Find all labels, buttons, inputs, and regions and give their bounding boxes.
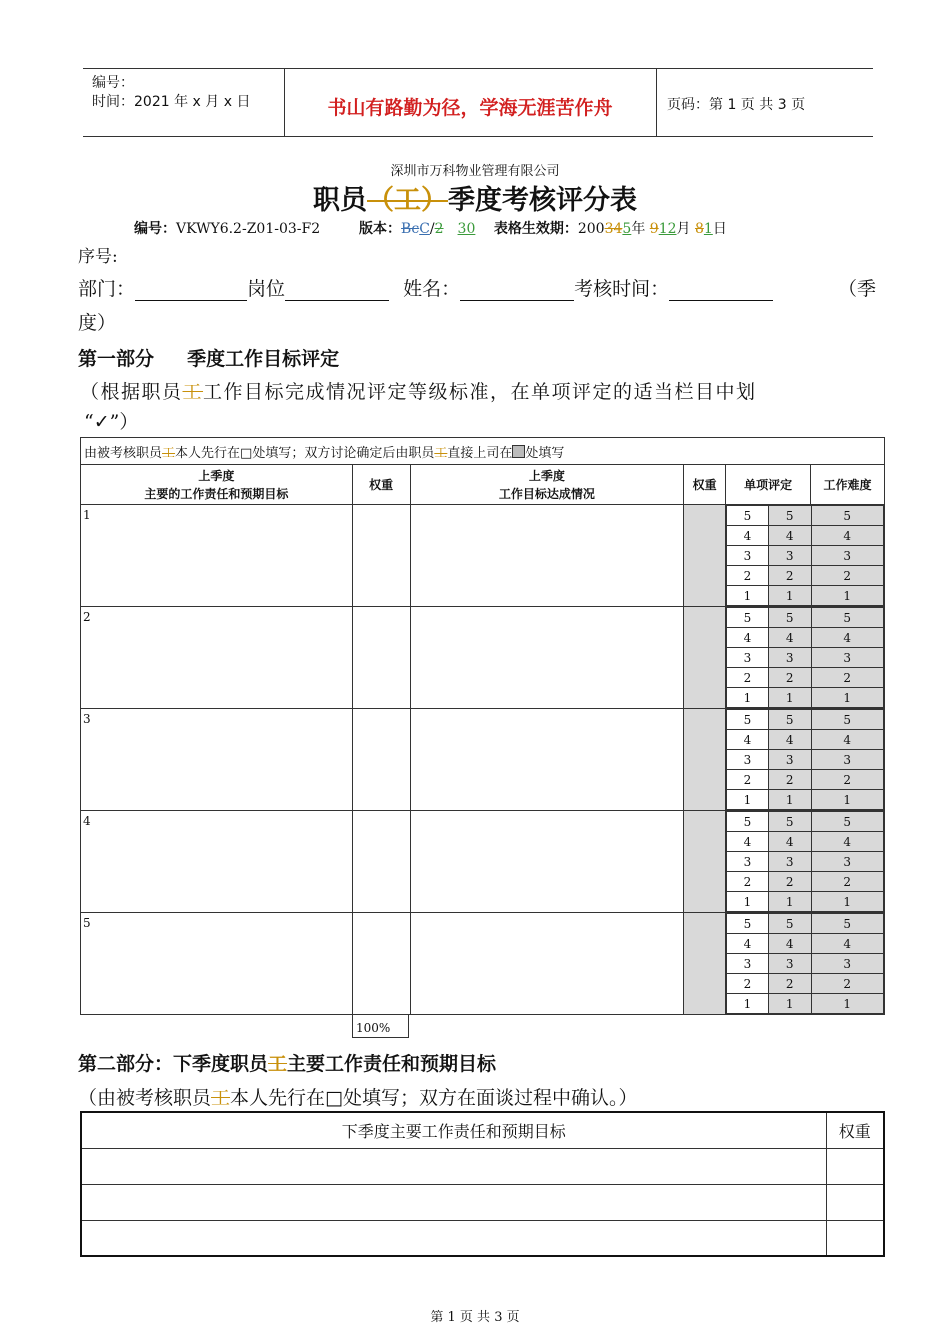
name-input[interactable]: [460, 278, 574, 301]
score-grid: [726, 811, 884, 912]
col-header-last-quarter-goals: [81, 465, 353, 505]
weight-cell[interactable]: [352, 913, 410, 1015]
rating-score[interactable]: 3: [727, 852, 769, 872]
note-c: 直接上司在: [447, 445, 513, 461]
difficulty-score[interactable]: 2: [811, 770, 884, 790]
difficulty-score[interactable]: 3: [811, 750, 884, 770]
rating-score[interactable]: 1: [727, 586, 769, 606]
rating-score[interactable]: 5: [727, 608, 769, 628]
code-label: 编号：: [134, 221, 176, 237]
part2-heading: [78, 1049, 496, 1076]
rating-score[interactable]: 2: [727, 566, 769, 586]
score-grid-cell: [726, 709, 885, 811]
difficulty-score[interactable]: 1: [811, 790, 884, 810]
note-deleted-2: 工: [434, 445, 448, 461]
weight-cell-shaded[interactable]: [684, 709, 726, 811]
dept-label: 部门：: [78, 278, 136, 300]
difficulty-score[interactable]: 3: [811, 852, 884, 872]
instr-b: 工作目标完成情况评定等级标准，在单项评定的适当栏目中划: [203, 381, 757, 403]
score-grid: [726, 505, 884, 606]
score-row: [727, 730, 884, 750]
weight-cell-shaded[interactable]: [684, 505, 726, 607]
header-time: 时间：2021 年 x 月 x 日: [92, 94, 251, 110]
rating-score[interactable]: 2: [768, 872, 811, 892]
score-grid-cell: [726, 607, 885, 709]
difficulty-score[interactable]: 1: [811, 994, 884, 1014]
rating-score[interactable]: 1: [727, 688, 769, 708]
achievement-cell[interactable]: [410, 709, 684, 811]
goal-cell[interactable]: [81, 505, 353, 607]
review-time-label: 考核时间：: [574, 278, 670, 300]
post-label: 岗位: [247, 278, 286, 300]
part2-weight-input[interactable]: [826, 1148, 884, 1184]
version-inserted: C: [419, 221, 430, 237]
score-row: [727, 790, 884, 810]
serial-label: 序号:: [78, 247, 118, 267]
col-header-item-rating: 单项评定: [726, 465, 811, 505]
part1-table: [80, 437, 885, 1015]
note-a: 由被考核职员: [84, 445, 163, 461]
score-row: [727, 954, 884, 974]
month-deleted: 9: [649, 221, 659, 237]
difficulty-score[interactable]: 3: [811, 546, 884, 566]
col3-line2: 工作目标达成情况: [498, 486, 595, 501]
difficulty-score[interactable]: 5: [811, 608, 884, 628]
part2-goal-input[interactable]: [81, 1184, 826, 1220]
score-grid-cell: [726, 505, 885, 607]
rating-score[interactable]: 1: [768, 892, 811, 912]
goal-cell[interactable]: [81, 709, 353, 811]
instr-a: （根据职员: [80, 381, 183, 403]
rating-score[interactable]: 1: [768, 790, 811, 810]
part2-heading-deleted: 工: [268, 1053, 288, 1075]
col-header-achievement: [410, 465, 684, 505]
header-top-rule: [83, 68, 873, 69]
rating-score[interactable]: 1: [727, 892, 769, 912]
part1-table-note: [81, 438, 885, 465]
total-weight: 100%: [352, 1014, 409, 1038]
difficulty-score[interactable]: 4: [811, 934, 884, 954]
rating-score[interactable]: 5: [768, 914, 811, 934]
score-row: [727, 526, 884, 546]
month-char: 月: [676, 221, 691, 237]
col-header-difficulty: 工作难度: [811, 465, 885, 505]
rating-score[interactable]: 2: [727, 974, 769, 994]
rating-score[interactable]: 1: [727, 994, 769, 1014]
rating-score[interactable]: 2: [727, 872, 769, 892]
month-inserted: 12: [658, 221, 677, 237]
goal-row: [81, 913, 885, 1015]
part2-weight-input[interactable]: [826, 1184, 884, 1220]
weight-cell-shaded[interactable]: [684, 607, 726, 709]
rating-score[interactable]: 5: [727, 812, 769, 832]
goal-row: [81, 811, 885, 913]
weight-cell[interactable]: [352, 607, 410, 709]
score-row: [727, 688, 884, 708]
doc-title: [0, 178, 950, 217]
weight-cell[interactable]: [352, 709, 410, 811]
score-row: [727, 974, 884, 994]
version-label: 版本：: [359, 221, 402, 237]
header-page-info: 页码：第 1 页 共 3 页: [667, 97, 806, 113]
rating-score[interactable]: 5: [727, 710, 769, 730]
difficulty-score[interactable]: 3: [811, 954, 884, 974]
version-inserted-2: 30: [457, 221, 476, 237]
difficulty-score[interactable]: 2: [811, 566, 884, 586]
rating-score[interactable]: 3: [768, 750, 811, 770]
footer-page-number: 第 1 页 共 3 页: [430, 1310, 520, 1325]
company-name: 深圳市万科物业管理有限公司: [390, 164, 560, 179]
goal-cell[interactable]: [81, 811, 353, 913]
difficulty-score[interactable]: 4: [811, 832, 884, 852]
info-fields-line: [78, 274, 773, 301]
goal-row: [81, 505, 885, 607]
achievement-cell[interactable]: [410, 607, 684, 709]
score-grid: [726, 709, 884, 810]
score-row: [727, 710, 884, 730]
weight-cell[interactable]: [352, 811, 410, 913]
rating-score[interactable]: 5: [727, 506, 769, 526]
part2-heading-b: 主要工作责任和预期目标: [287, 1053, 497, 1075]
version-deleted-2: 2: [434, 221, 444, 237]
rating-score[interactable]: 3: [727, 954, 769, 974]
score-grid: [726, 607, 884, 708]
rating-score[interactable]: 5: [768, 506, 811, 526]
difficulty-score[interactable]: 5: [811, 914, 884, 934]
title-part-b: 季度考核评分表: [448, 185, 637, 216]
doc-code-line: [134, 218, 727, 238]
header-divider: [656, 68, 657, 136]
achievement-cell[interactable]: [410, 505, 684, 607]
col1-line1: 上季度: [198, 468, 235, 483]
score-row: [727, 586, 884, 606]
rating-score[interactable]: 1: [727, 790, 769, 810]
goal-row-number: 2: [83, 610, 91, 624]
score-row: [727, 934, 884, 954]
effective-label: 表格生效期：: [493, 221, 578, 237]
part2-instr-b: 本人先行在□处填写；双方在面谈过程中确认。）: [230, 1087, 638, 1109]
rating-score[interactable]: 3: [727, 648, 769, 668]
difficulty-score[interactable]: 2: [811, 872, 884, 892]
score-row: [727, 648, 884, 668]
season-close: 度）: [78, 312, 117, 334]
difficulty-score[interactable]: 4: [811, 526, 884, 546]
difficulty-score[interactable]: 1: [811, 892, 884, 912]
part2-col-goals: 下季度主要工作责任和预期目标: [81, 1112, 826, 1148]
rating-score[interactable]: 1: [768, 688, 811, 708]
score-row: [727, 546, 884, 566]
year-char: 年: [631, 221, 646, 237]
rating-score[interactable]: 5: [768, 812, 811, 832]
difficulty-score[interactable]: 3: [811, 648, 884, 668]
part2-col-weight: 权重: [826, 1112, 884, 1148]
difficulty-score[interactable]: 4: [811, 628, 884, 648]
score-row: [727, 628, 884, 648]
difficulty-score[interactable]: 4: [811, 730, 884, 750]
rating-score[interactable]: 1: [768, 586, 811, 606]
rating-score[interactable]: 4: [727, 628, 769, 648]
part1-heading: 第一部分 季度工作目标评定: [78, 348, 340, 370]
goal-cell[interactable]: [81, 607, 353, 709]
rating-score[interactable]: 3: [768, 648, 811, 668]
goal-row: [81, 709, 885, 811]
rating-score[interactable]: 4: [727, 730, 769, 750]
goal-row-number: 4: [83, 814, 91, 828]
score-grid-cell: [726, 811, 885, 913]
rating-score[interactable]: 5: [768, 608, 811, 628]
part2-instr-a: （由被考核职员: [78, 1087, 212, 1109]
part2-weight-input[interactable]: [826, 1220, 884, 1256]
achievement-cell[interactable]: [410, 811, 684, 913]
note-deleted-1: 工: [162, 445, 176, 461]
score-row: [727, 750, 884, 770]
rating-score[interactable]: 2: [768, 566, 811, 586]
difficulty-score[interactable]: 1: [811, 586, 884, 606]
difficulty-score[interactable]: 5: [811, 710, 884, 730]
part1-instruction: [80, 377, 880, 404]
season-open: （季: [838, 278, 877, 300]
rating-score[interactable]: 4: [727, 832, 769, 852]
version-deleted: Bc: [401, 221, 420, 237]
rating-score[interactable]: 3: [768, 852, 811, 872]
rating-score[interactable]: 4: [768, 526, 811, 546]
goal-cell[interactable]: [81, 913, 353, 1015]
rating-score[interactable]: 4: [768, 730, 811, 750]
rating-score[interactable]: 2: [768, 668, 811, 688]
header-motto: 书山有路勤为径，学海无涯苦作舟: [327, 97, 613, 119]
part2-heading-a: 第二部分：下季度职员: [78, 1053, 269, 1075]
day-inserted: 1: [703, 221, 713, 237]
rating-score[interactable]: 2: [768, 770, 811, 790]
note-d: 处填写: [525, 445, 565, 461]
day-char: 日: [712, 221, 727, 237]
rating-score[interactable]: 5: [727, 914, 769, 934]
difficulty-score[interactable]: 1: [811, 688, 884, 708]
score-row: [727, 566, 884, 586]
rating-score[interactable]: 2: [727, 770, 769, 790]
weight-cell[interactable]: [352, 505, 410, 607]
score-grid-cell: [726, 913, 885, 1015]
header-number-label: 编号：: [92, 75, 134, 91]
grey-checkbox-icon: [512, 445, 525, 458]
note-b: 本人先行在□处填写；双方讨论确定后由职员: [175, 445, 435, 461]
part2-instruction: [78, 1083, 637, 1110]
year-inserted: 5: [622, 221, 632, 237]
col3-line1: 上季度: [528, 468, 565, 483]
rating-score[interactable]: 4: [727, 934, 769, 954]
achievement-cell[interactable]: [410, 913, 684, 1015]
part2-goal-input[interactable]: [81, 1148, 826, 1184]
dept-input[interactable]: [135, 278, 247, 301]
col1-line2: 主要的工作责任和预期目标: [144, 486, 289, 501]
weight-cell-shaded[interactable]: [684, 913, 726, 1015]
score-row: [727, 914, 884, 934]
name-label: 姓名：: [403, 278, 461, 300]
col-header-weight-2: 权重: [684, 465, 726, 505]
part2-goal-input[interactable]: [81, 1220, 826, 1256]
rating-score[interactable]: 3: [768, 546, 811, 566]
difficulty-score[interactable]: 5: [811, 506, 884, 526]
score-row: [727, 608, 884, 628]
weight-cell-shaded[interactable]: [684, 811, 726, 913]
goal-row-number: 5: [83, 916, 91, 930]
goal-row: [81, 607, 885, 709]
rating-score[interactable]: 2: [727, 668, 769, 688]
col-header-weight: 权重: [352, 465, 410, 505]
post-input[interactable]: [285, 278, 389, 301]
score-grid: [726, 913, 884, 1014]
day-deleted: 8: [694, 221, 704, 237]
rating-score[interactable]: 4: [768, 832, 811, 852]
part2-instr-deleted: 工: [211, 1087, 231, 1109]
instr-deleted: 工: [182, 381, 204, 403]
year-deleted: 34: [604, 221, 623, 237]
score-row: [727, 852, 884, 872]
review-time-input[interactable]: [669, 278, 773, 301]
rating-score[interactable]: 3: [768, 954, 811, 974]
goal-row-number: 1: [83, 508, 91, 522]
year-base: 200: [577, 221, 605, 237]
part1-checkmark-note: “✓”）: [84, 411, 139, 433]
title-part-a: 职员: [313, 185, 367, 216]
difficulty-score[interactable]: 2: [811, 974, 884, 994]
code-value: VKWY6.2-Z01-03-F2: [176, 221, 321, 237]
score-row: [727, 832, 884, 852]
goal-row-number: 3: [83, 712, 91, 726]
rating-score[interactable]: 1: [768, 994, 811, 1014]
score-row: [727, 994, 884, 1014]
score-row: [727, 892, 884, 912]
rating-score[interactable]: 2: [768, 974, 811, 994]
score-row: [727, 770, 884, 790]
score-row: [727, 812, 884, 832]
rating-score[interactable]: 4: [768, 934, 811, 954]
part2-table: [80, 1111, 885, 1257]
score-row: [727, 872, 884, 892]
header-bottom-rule: [83, 136, 873, 137]
rating-score[interactable]: 3: [727, 750, 769, 770]
score-row: [727, 506, 884, 526]
rating-score[interactable]: 4: [768, 628, 811, 648]
difficulty-score[interactable]: 5: [811, 812, 884, 832]
rating-score[interactable]: 5: [768, 710, 811, 730]
title-deleted: （工）: [367, 185, 448, 216]
rating-score[interactable]: 4: [727, 526, 769, 546]
rating-score[interactable]: 3: [727, 546, 769, 566]
version-slash: /: [429, 221, 435, 237]
score-row: [727, 668, 884, 688]
difficulty-score[interactable]: 2: [811, 668, 884, 688]
